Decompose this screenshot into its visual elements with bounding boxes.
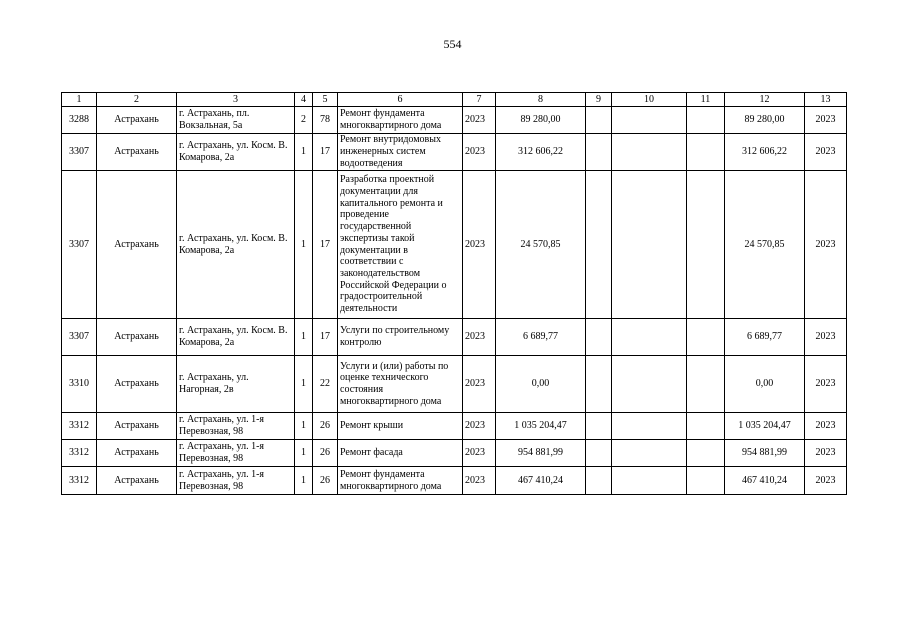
cell-col-11 — [687, 356, 725, 413]
cell-col-9 — [586, 413, 612, 440]
cell-fund-cost: 467 410,24 — [725, 467, 805, 495]
cell-record-id: 3288 — [62, 107, 97, 134]
cell-year: 2023 — [463, 171, 496, 319]
cell-year: 2023 — [463, 440, 496, 467]
cell-col-5: 26 — [313, 467, 338, 495]
cell-col-5: 26 — [313, 413, 338, 440]
cell-work-type: Разработка проектной документации для капитального ремонта и проведение государственной экспертизы такой документации в соответствии с законодательством Российской Федерации о градостроительной деятельности — [338, 171, 463, 319]
column-header: 8 — [496, 93, 586, 107]
cell-col-5: 22 — [313, 356, 338, 413]
cell-col-10 — [612, 134, 687, 171]
cell-completion-year: 2023 — [805, 413, 847, 440]
cell-completion-year: 2023 — [805, 107, 847, 134]
cell-work-type: Услуги и (или) работы по оценке технического состояния многоквартирного дома — [338, 356, 463, 413]
cell-year: 2023 — [463, 134, 496, 171]
cell-total-cost: 6 689,77 — [496, 319, 586, 356]
cell-col-4: 1 — [295, 467, 313, 495]
column-header: 3 — [177, 93, 295, 107]
cell-record-id: 3307 — [62, 171, 97, 319]
cell-year: 2023 — [463, 107, 496, 134]
column-header: 11 — [687, 93, 725, 107]
cell-address: г. Астрахань, ул. Косм. В. Комарова, 2а — [177, 171, 295, 319]
cell-total-cost: 312 606,22 — [496, 134, 586, 171]
cell-total-cost: 24 570,85 — [496, 171, 586, 319]
cell-municipality: Астрахань — [97, 413, 177, 440]
table-row — [62, 171, 847, 319]
cell-col-4: 1 — [295, 134, 313, 171]
cell-address: г. Астрахань, пл. Вокзальная, 5а — [177, 107, 295, 134]
cell-col-4: 1 — [295, 413, 313, 440]
cell-col-4: 1 — [295, 440, 313, 467]
cell-work-type: Ремонт фасада — [338, 440, 463, 467]
cell-record-id: 3310 — [62, 356, 97, 413]
cell-year: 2023 — [463, 356, 496, 413]
cell-col-9 — [586, 440, 612, 467]
column-header: 12 — [725, 93, 805, 107]
cell-fund-cost: 1 035 204,47 — [725, 413, 805, 440]
table-row — [62, 319, 847, 356]
cell-col-11 — [687, 319, 725, 356]
cell-record-id: 3307 — [62, 319, 97, 356]
cell-col-10 — [612, 413, 687, 440]
cell-col-9 — [586, 171, 612, 319]
cell-col-11 — [687, 107, 725, 134]
cell-col-5: 17 — [313, 134, 338, 171]
table-row — [62, 440, 847, 467]
cell-record-id: 3312 — [62, 440, 97, 467]
cell-year: 2023 — [463, 467, 496, 495]
cell-col-11 — [687, 440, 725, 467]
cell-year: 2023 — [463, 319, 496, 356]
cell-municipality: Астрахань — [97, 467, 177, 495]
cell-fund-cost: 6 689,77 — [725, 319, 805, 356]
cell-record-id: 3312 — [62, 467, 97, 495]
cell-col-4: 1 — [295, 171, 313, 319]
cell-fund-cost: 89 280,00 — [725, 107, 805, 134]
column-header: 4 — [295, 93, 313, 107]
cell-col-11 — [687, 171, 725, 319]
cell-col-4: 2 — [295, 107, 313, 134]
table-row — [62, 467, 847, 495]
cell-col-5: 78 — [313, 107, 338, 134]
cell-col-10 — [612, 319, 687, 356]
table-row — [62, 413, 847, 440]
cell-col-5: 17 — [313, 319, 338, 356]
cell-completion-year: 2023 — [805, 134, 847, 171]
cell-col-10 — [612, 171, 687, 319]
table-row — [62, 134, 847, 171]
cell-fund-cost: 954 881,99 — [725, 440, 805, 467]
cell-col-10 — [612, 467, 687, 495]
cell-total-cost: 1 035 204,47 — [496, 413, 586, 440]
cell-address: г. Астрахань, ул. Косм. В. Комарова, 2а — [177, 134, 295, 171]
cell-address: г. Астрахань, ул. Нагорная, 2в — [177, 356, 295, 413]
cell-total-cost: 89 280,00 — [496, 107, 586, 134]
cell-total-cost: 467 410,24 — [496, 467, 586, 495]
column-header: 2 — [97, 93, 177, 107]
cell-work-type: Ремонт фундамента многоквартирного дома — [338, 467, 463, 495]
cell-col-4: 1 — [295, 356, 313, 413]
cell-completion-year: 2023 — [805, 319, 847, 356]
cell-work-type: Ремонт внутридомовых инженерных систем водоотведения — [338, 134, 463, 171]
cell-col-4: 1 — [295, 319, 313, 356]
column-header: 1 — [62, 93, 97, 107]
cell-col-5: 26 — [313, 440, 338, 467]
cell-municipality: Астрахань — [97, 319, 177, 356]
column-header: 6 — [338, 93, 463, 107]
cell-col-11 — [687, 467, 725, 495]
table-row — [62, 356, 847, 413]
cell-fund-cost: 312 606,22 — [725, 134, 805, 171]
cell-col-9 — [586, 134, 612, 171]
cell-completion-year: 2023 — [805, 171, 847, 319]
cell-col-11 — [687, 134, 725, 171]
cell-col-9 — [586, 319, 612, 356]
cell-completion-year: 2023 — [805, 440, 847, 467]
page-number: 554 — [443, 37, 462, 51]
cell-work-type: Ремонт крыши — [338, 413, 463, 440]
cell-col-10 — [612, 107, 687, 134]
column-header: 13 — [805, 93, 847, 107]
cell-col-10 — [612, 356, 687, 413]
cell-address: г. Астрахань, ул. 1-я Перевозная, 98 — [177, 467, 295, 495]
cell-col-9 — [586, 467, 612, 495]
cell-municipality: Астрахань — [97, 171, 177, 319]
cell-work-type: Ремонт фундамента многоквартирного дома — [338, 107, 463, 134]
column-header: 9 — [586, 93, 612, 107]
cell-address: г. Астрахань, ул. Косм. В. Комарова, 2а — [177, 319, 295, 356]
cell-address: г. Астрахань, ул. 1-я Перевозная, 98 — [177, 440, 295, 467]
cell-total-cost: 0,00 — [496, 356, 586, 413]
cell-municipality: Астрахань — [97, 440, 177, 467]
cell-col-9 — [586, 356, 612, 413]
column-number-row — [62, 93, 847, 107]
cell-fund-cost: 24 570,85 — [725, 171, 805, 319]
cell-municipality: Астрахань — [97, 134, 177, 171]
column-header: 7 — [463, 93, 496, 107]
cell-total-cost: 954 881,99 — [496, 440, 586, 467]
cell-col-10 — [612, 440, 687, 467]
column-header: 5 — [313, 93, 338, 107]
cell-address: г. Астрахань, ул. 1-я Перевозная, 98 — [177, 413, 295, 440]
cell-municipality: Астрахань — [97, 107, 177, 134]
cell-col-5: 17 — [313, 171, 338, 319]
cell-municipality: Астрахань — [97, 356, 177, 413]
column-header: 10 — [612, 93, 687, 107]
cell-record-id: 3312 — [62, 413, 97, 440]
cell-col-9 — [586, 107, 612, 134]
cell-fund-cost: 0,00 — [725, 356, 805, 413]
cell-completion-year: 2023 — [805, 356, 847, 413]
cell-work-type: Услуги по строительному контролю — [338, 319, 463, 356]
cell-col-11 — [687, 413, 725, 440]
cell-year: 2023 — [463, 413, 496, 440]
cell-record-id: 3307 — [62, 134, 97, 171]
cell-completion-year: 2023 — [805, 467, 847, 495]
repair-registry-table — [61, 92, 847, 495]
table-row — [62, 107, 847, 134]
